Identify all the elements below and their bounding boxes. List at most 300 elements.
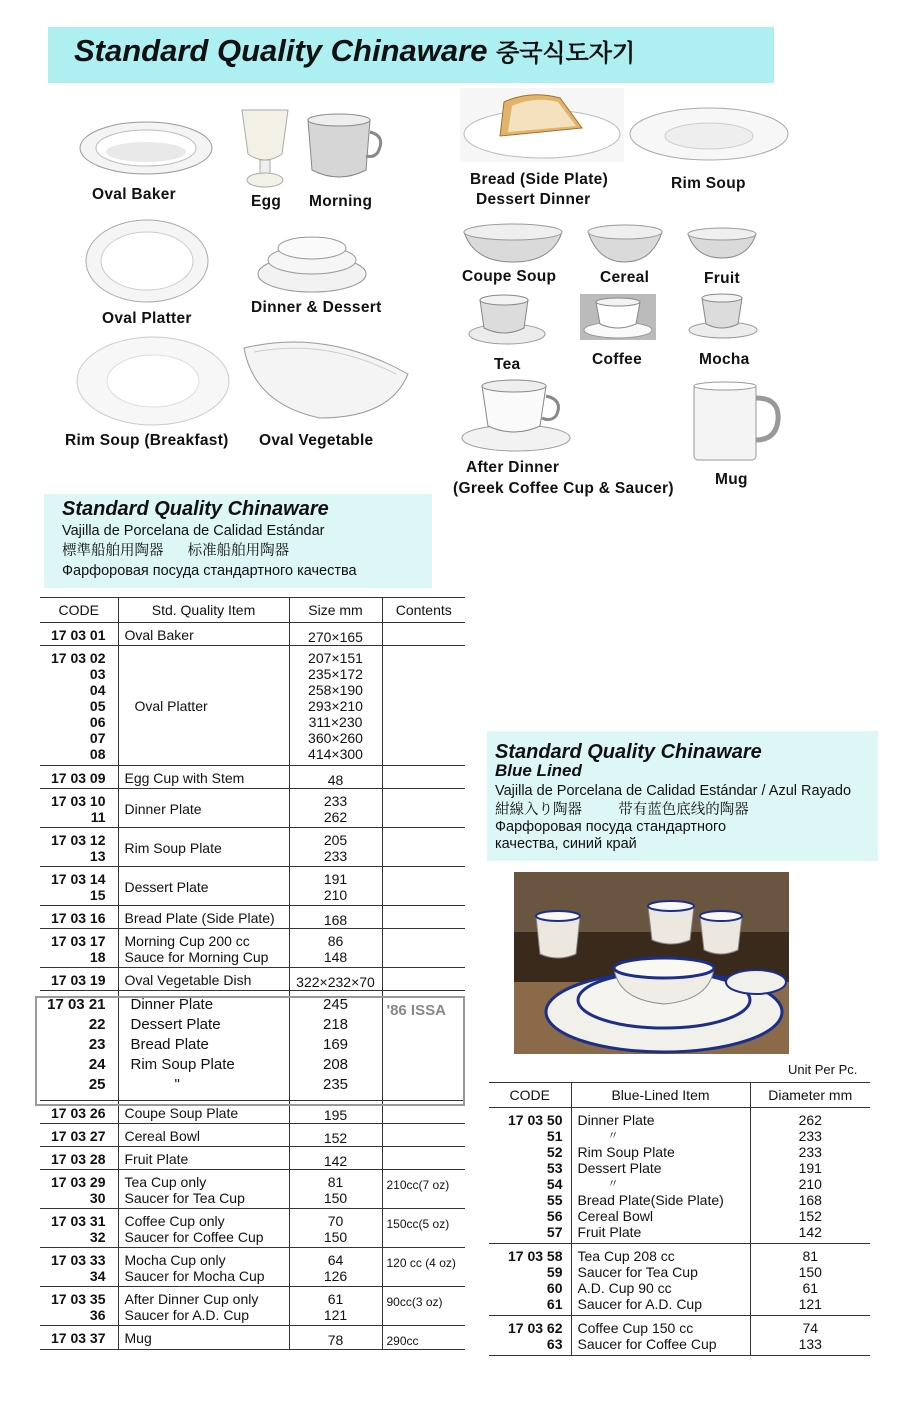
- code-value: 17 03 29: [51, 1174, 106, 1190]
- standard-quality-header: [44, 494, 432, 588]
- size-value: 64: [327, 1252, 344, 1268]
- blue-header-japanese: 紺線入り陶器: [495, 802, 582, 818]
- code-value: 17 03 10: [51, 793, 106, 809]
- item-value: Bread Plate (Side Plate): [124, 910, 275, 926]
- blue-item-value: Tea Cup 208 cc: [577, 1248, 675, 1264]
- size-cell: [289, 623, 382, 646]
- header-code: CODE: [40, 598, 118, 623]
- egg-cup-image: [236, 104, 294, 194]
- blue-code-value: 17 03 58: [508, 1248, 563, 1264]
- contents-value: 90cc(3 oz): [386, 1295, 443, 1309]
- code-value: 17 03 16: [51, 910, 106, 926]
- blue-code-cell: [489, 1316, 571, 1356]
- blue-diameter-value: 61: [802, 1280, 819, 1296]
- oval-vegetable-image: [240, 334, 412, 422]
- item-value: Dessert Plate: [130, 1016, 221, 1033]
- blue-diameter-value: 233: [798, 1144, 822, 1160]
- item-value: Sauce for Morning Cup: [124, 949, 269, 965]
- size-value: 311×230: [308, 714, 363, 730]
- item-value: Saucer for Mocha Cup: [124, 1268, 265, 1284]
- blue-item-value: A.D. Cup 90 cc: [577, 1280, 672, 1296]
- blue-code-value: 17 03 62: [508, 1320, 563, 1336]
- blue-diameter-value: 262: [798, 1112, 822, 1128]
- blue-header-item: Blue-Lined Item: [571, 1083, 750, 1108]
- standard-header-title: Standard Quality Chinaware: [62, 498, 329, 520]
- blue-code-value: 17 03 50: [508, 1112, 563, 1128]
- code-cell: [40, 789, 118, 828]
- size-cell: [289, 1170, 382, 1209]
- blue-diameter-cell: [750, 1244, 870, 1316]
- mug-caption: Mug: [715, 471, 748, 488]
- blue-item-value: Dinner Plate: [577, 1112, 655, 1128]
- size-value: 48: [327, 772, 344, 788]
- code-value: 17 03 31: [51, 1213, 106, 1229]
- code-value: 34: [89, 1268, 106, 1284]
- code-value: 18: [89, 949, 106, 965]
- code-cell: [40, 766, 118, 789]
- size-cell: [289, 828, 382, 867]
- code-value: 23: [88, 1036, 106, 1053]
- size-value: 81: [327, 1174, 344, 1190]
- blue-code-value: 60: [546, 1280, 563, 1296]
- blue-header-subtitle: Blue Lined: [495, 761, 582, 780]
- dinner-dessert-image: [256, 228, 368, 294]
- code-value: 17 03 12: [51, 832, 106, 848]
- blue-item-cell: [571, 1244, 750, 1316]
- blue-item-value: Rim Soup Plate: [577, 1144, 675, 1160]
- size-value: 152: [323, 1130, 348, 1146]
- blue-lined-photo: [514, 872, 789, 1054]
- table-row: [40, 1124, 465, 1147]
- blue-item-value: Saucer for Tea Cup: [577, 1264, 698, 1280]
- header-size: Size mm: [289, 598, 382, 623]
- standard-header-asian: [62, 541, 432, 561]
- code-cell: [40, 828, 118, 867]
- code-value: 03: [89, 666, 106, 682]
- standard-header-japanese: 標準船舶用陶器: [62, 543, 164, 559]
- size-value: 208: [322, 1056, 349, 1073]
- page-title: Standard Quality Chinaware 중국식도자기: [74, 33, 636, 68]
- table-row: [40, 867, 465, 906]
- code-value: 05: [89, 698, 106, 714]
- item-cell: [118, 623, 289, 646]
- size-value: 205: [323, 832, 348, 848]
- blue-item-value: Saucer for A.D. Cup: [577, 1296, 703, 1312]
- oval-baker-image: [78, 118, 214, 180]
- code-value: 17 03 27: [51, 1128, 106, 1144]
- code-cell: [40, 1170, 118, 1209]
- item-value: ": [174, 1076, 180, 1093]
- blue-diameter-cell: [750, 1316, 870, 1356]
- item-value: Mug: [124, 1330, 152, 1346]
- table-row: [40, 1170, 465, 1209]
- code-value: 32: [89, 1229, 106, 1245]
- contents-value: 120 cc (4 oz): [386, 1256, 456, 1270]
- item-value: Saucer for Coffee Cup: [124, 1229, 264, 1245]
- blue-table-row: [489, 1108, 870, 1244]
- size-value: 168: [323, 912, 348, 928]
- code-value: 22: [88, 1016, 106, 1033]
- unit-note: Unit Per Pc.: [788, 1062, 858, 1077]
- code-cell: [40, 867, 118, 906]
- morning-caption: Morning: [309, 193, 373, 210]
- contents-cell: [382, 1248, 465, 1287]
- code-cell: [40, 1326, 118, 1350]
- oval-baker-caption: Oval Baker: [92, 186, 176, 203]
- dessert-dinner-caption: Dessert Dinner: [476, 191, 591, 208]
- code-cell: [40, 968, 118, 991]
- size-cell: [289, 929, 382, 968]
- size-value: 235: [322, 1076, 349, 1093]
- blue-header-diameter: Diameter mm: [750, 1083, 870, 1108]
- item-cell: [118, 867, 289, 906]
- item-value: Rim Soup Plate: [124, 840, 222, 856]
- item-value: Dessert Plate: [124, 879, 209, 895]
- contents-cell: [382, 1209, 465, 1248]
- blue-diameter-cell: [750, 1108, 870, 1244]
- size-cell: [289, 646, 382, 766]
- item-cell: [118, 906, 289, 929]
- size-value: 169: [322, 1036, 349, 1053]
- table-row: [40, 929, 465, 968]
- code-value: 13: [89, 848, 106, 864]
- code-value: 17 03 14: [51, 871, 106, 887]
- table-row: [40, 646, 465, 766]
- korean-title: 중국식도자기: [496, 40, 636, 67]
- code-value: 17 03 35: [51, 1291, 106, 1307]
- size-value: 414×300: [308, 746, 363, 762]
- contents-cell: [382, 623, 465, 646]
- blue-code-cell: [489, 1244, 571, 1316]
- size-value: 78: [327, 1332, 344, 1348]
- blue-item-value: Saucer for Coffee Cup: [577, 1336, 717, 1352]
- code-cell: [40, 646, 118, 766]
- size-value: 61: [327, 1291, 344, 1307]
- item-value: Coffee Cup only: [124, 1213, 225, 1229]
- bread-plate-caption: Bread (Side Plate): [470, 171, 609, 188]
- contents-cell: [382, 867, 465, 906]
- egg-caption: Egg: [251, 193, 282, 210]
- size-cell: [289, 906, 382, 929]
- after-dinner-caption: After Dinner: [466, 459, 560, 476]
- size-value: 218: [322, 1016, 349, 1033]
- size-cell: [289, 789, 382, 828]
- size-value: 233: [323, 793, 348, 809]
- blue-diameter-value: 121: [798, 1296, 822, 1312]
- item-value: Egg Cup with Stem: [124, 770, 245, 786]
- blue-diameter-value: 133: [798, 1336, 822, 1352]
- item-value: Oval Platter: [134, 698, 208, 714]
- item-cell: [118, 1170, 289, 1209]
- code-value: 06: [89, 714, 106, 730]
- item-value: Mocha Cup only: [124, 1252, 226, 1268]
- code-cell: [40, 906, 118, 929]
- standard-header-spanish: Vajilla de Porcelana de Calidad Estándar: [62, 523, 325, 539]
- size-cell: [289, 766, 382, 789]
- code-value: 17 03 17: [51, 933, 106, 949]
- size-value: 191: [323, 871, 348, 887]
- size-cell: [289, 968, 382, 991]
- code-value: 17 03 21: [47, 996, 106, 1013]
- size-value: 150: [323, 1229, 348, 1245]
- size-value: 233: [323, 848, 348, 864]
- code-value: 17 03 01: [51, 627, 106, 643]
- standard-header-russian: Фарфоровая посуда стандартного качества: [62, 563, 357, 579]
- size-cell: [289, 1124, 382, 1147]
- item-cell: [118, 1287, 289, 1326]
- contents-cell: [382, 968, 465, 991]
- code-value: 17 03 09: [51, 770, 106, 786]
- item-value: Oval Baker: [124, 627, 194, 643]
- coffee-cup-image: [580, 294, 656, 340]
- blue-diameter-value: 191: [798, 1160, 822, 1176]
- item-cell: [118, 929, 289, 968]
- blue-item-value: Fruit Plate: [577, 1224, 642, 1240]
- title-banner: [48, 27, 774, 83]
- item-value: Oval Vegetable Dish: [124, 972, 252, 988]
- size-cell: [289, 867, 382, 906]
- item-value: After Dinner Cup only: [124, 1291, 259, 1307]
- standard-header-chinese: 标准船舶用陶器: [187, 543, 290, 559]
- size-value: 195: [323, 1107, 348, 1123]
- code-value: 17 03 37: [51, 1330, 106, 1346]
- blue-lined-table: [489, 1082, 870, 1356]
- blue-item-value: 〃: [607, 1130, 619, 1142]
- item-cell: [118, 968, 289, 991]
- item-value: Dinner Plate: [130, 996, 214, 1013]
- size-cell: [289, 1248, 382, 1287]
- blue-item-value: Dessert Plate: [577, 1160, 662, 1176]
- contents-cell: [382, 1124, 465, 1147]
- code-cell: [40, 1287, 118, 1326]
- contents-value: '86 ISSA: [386, 1002, 446, 1019]
- blue-diameter-value: 150: [798, 1264, 822, 1280]
- rim-soup-breakfast-image: [74, 334, 232, 428]
- size-value: 207×151: [308, 650, 363, 666]
- table-row: [40, 1147, 465, 1170]
- blue-item-cell: [571, 1108, 750, 1244]
- contents-cell: [382, 1326, 465, 1350]
- blue-item-cell: [571, 1316, 750, 1356]
- size-value: 245: [322, 996, 349, 1013]
- item-value: Saucer for Tea Cup: [124, 1190, 245, 1206]
- blue-code-cell: [489, 1108, 571, 1244]
- size-value: 322×232×70: [296, 974, 375, 990]
- blue-header-russian-2: качества, синий край: [495, 836, 637, 852]
- contents-cell: [382, 906, 465, 929]
- code-value: 04: [89, 682, 106, 698]
- table-row: [40, 1248, 465, 1287]
- oval-vegetable-caption: Oval Vegetable: [259, 432, 374, 449]
- blue-diameter-value: 152: [798, 1208, 822, 1224]
- blue-table-row: [489, 1316, 870, 1356]
- code-value: 17 03 28: [51, 1151, 106, 1167]
- blue-header-asian: [495, 801, 878, 819]
- mug-image: [690, 380, 782, 464]
- table-row: [40, 1326, 465, 1350]
- coupe-soup-image: [462, 222, 564, 264]
- blue-item-value: 〃: [607, 1178, 619, 1190]
- table-row: [40, 789, 465, 828]
- contents-cell: [382, 929, 465, 968]
- size-value: 126: [323, 1268, 348, 1284]
- table-row: [40, 623, 465, 646]
- size-cell: [289, 1147, 382, 1170]
- item-cell: [118, 1248, 289, 1287]
- blue-diameter-value: 81: [802, 1248, 819, 1264]
- table-row: [40, 828, 465, 867]
- header-contents: Contents: [382, 598, 465, 623]
- issa-highlight-box: [35, 996, 465, 1106]
- blue-diameter-value: 142: [798, 1224, 822, 1240]
- blue-diameter-value: 168: [798, 1192, 822, 1208]
- contents-value: 150cc(5 oz): [386, 1217, 450, 1231]
- item-value: Cereal Bowl: [124, 1128, 200, 1144]
- contents-value: 210cc(7 oz): [386, 1178, 450, 1192]
- item-value: Bread Plate: [130, 1036, 209, 1053]
- tea-caption: Tea: [494, 356, 521, 373]
- fruit-caption: Fruit: [704, 270, 740, 287]
- size-value: 121: [323, 1307, 348, 1323]
- item-value: Rim Soup Plate: [130, 1056, 235, 1073]
- code-cell: [40, 1124, 118, 1147]
- item-cell: [118, 1209, 289, 1248]
- blue-header-spanish: Vajilla de Porcelana de Calidad Estándar / Azul Rayado: [495, 783, 852, 799]
- item-cell: [118, 1147, 289, 1170]
- blue-lined-header: [487, 731, 878, 861]
- contents-cell: [382, 828, 465, 867]
- item-value: Morning Cup 200 cc: [124, 933, 250, 949]
- blue-diameter-value: 210: [798, 1176, 822, 1192]
- blue-code-value: 63: [546, 1336, 563, 1352]
- code-value: 36: [89, 1307, 106, 1323]
- dinner-dessert-caption: Dinner & Dessert: [251, 299, 382, 316]
- mocha-caption: Mocha: [699, 351, 750, 368]
- mocha-cup-image: [686, 292, 760, 340]
- table-row: [40, 968, 465, 991]
- code-value: 24: [88, 1056, 106, 1073]
- blue-code-value: 53: [546, 1160, 563, 1176]
- item-value: Coupe Soup Plate: [124, 1105, 239, 1121]
- blue-code-value: 55: [546, 1192, 563, 1208]
- size-value: 148: [323, 949, 348, 965]
- standard-quality-table: [40, 597, 465, 1350]
- coffee-caption: Coffee: [592, 351, 643, 368]
- code-value: 15: [89, 887, 106, 903]
- blue-code-value: 56: [546, 1208, 563, 1224]
- size-value: 86: [327, 933, 344, 949]
- code-value: 07: [89, 730, 106, 746]
- blue-header-chinese: 带有蓝色底线的陶器: [618, 802, 749, 818]
- code-value: 17 03 26: [51, 1105, 106, 1121]
- oval-platter-caption: Oval Platter: [102, 310, 192, 327]
- blue-table-row: [489, 1244, 870, 1316]
- size-cell: [289, 1209, 382, 1248]
- blue-header-title: Standard Quality Chinaware: [495, 741, 762, 763]
- size-cell: [289, 1326, 382, 1350]
- blue-diameter-value: 233: [798, 1128, 822, 1144]
- rim-soup-image: [628, 106, 790, 164]
- table-row: [40, 1209, 465, 1248]
- blue-code-value: 54: [546, 1176, 563, 1192]
- size-value: 142: [323, 1153, 348, 1169]
- blue-header-code: CODE: [489, 1083, 571, 1108]
- item-value: Saucer for A.D. Cup: [124, 1307, 250, 1323]
- contents-cell: [382, 646, 465, 766]
- oval-platter-image: [84, 218, 210, 304]
- size-value: 258×190: [308, 682, 363, 698]
- item-cell: [118, 828, 289, 867]
- contents-cell: [382, 1287, 465, 1326]
- contents-cell: [382, 766, 465, 789]
- rim-soup-breakfast-caption: Rim Soup (Breakfast): [65, 432, 229, 449]
- tea-cup-image: [466, 292, 548, 346]
- code-value: 17 03 02: [51, 650, 106, 666]
- item-value: Fruit Plate: [124, 1151, 189, 1167]
- bread-plate-image: [460, 88, 624, 162]
- size-value: 360×260: [308, 730, 363, 746]
- size-value: 293×210: [308, 698, 363, 714]
- code-value: 25: [88, 1076, 106, 1093]
- after-dinner-cup-image: [460, 378, 572, 454]
- code-value: 08: [89, 746, 106, 762]
- code-cell: [40, 623, 118, 646]
- item-value: Tea Cup only: [124, 1174, 207, 1190]
- code-cell: [40, 1209, 118, 1248]
- blue-diameter-value: 74: [802, 1320, 819, 1336]
- code-cell: [40, 929, 118, 968]
- blue-header-russian-1: Фарфоровая посуда стандартного: [495, 819, 727, 835]
- item-cell: [118, 1124, 289, 1147]
- contents-cell: [382, 1170, 465, 1209]
- table-row: [40, 1287, 465, 1326]
- header-item: Std. Quality Item: [118, 598, 289, 623]
- contents-value: 290cc: [386, 1334, 419, 1348]
- blue-code-value: 61: [546, 1296, 563, 1312]
- blue-code-value: 52: [546, 1144, 563, 1160]
- blue-code-value: 51: [546, 1128, 563, 1144]
- size-value: 235×172: [308, 666, 363, 682]
- table-row: [40, 906, 465, 929]
- code-value: 17 03 33: [51, 1252, 106, 1268]
- coupe-soup-caption: Coupe Soup: [462, 268, 557, 285]
- size-value: 70: [327, 1213, 344, 1229]
- item-cell: [118, 1326, 289, 1350]
- blue-code-value: 57: [546, 1224, 563, 1240]
- cereal-caption: Cereal: [600, 269, 650, 286]
- greek-coffee-caption: (Greek Coffee Cup & Saucer): [453, 480, 674, 497]
- fruit-plate-image: [686, 224, 758, 260]
- size-value: 210: [323, 887, 348, 903]
- table-header-row: [40, 598, 465, 623]
- blue-code-value: 59: [546, 1264, 563, 1280]
- blue-item-value: Coffee Cup 150 cc: [577, 1320, 694, 1336]
- item-cell: [118, 766, 289, 789]
- code-value: 17 03 19: [51, 972, 106, 988]
- size-value: 262: [323, 809, 348, 825]
- table-row: [40, 766, 465, 789]
- item-value: Dinner Plate: [124, 801, 202, 817]
- size-value: 150: [323, 1190, 348, 1206]
- blue-table-header-row: [489, 1083, 870, 1108]
- size-value: 270×165: [308, 629, 363, 645]
- code-value: 11: [90, 809, 106, 825]
- rim-soup-caption: Rim Soup: [671, 175, 746, 192]
- blue-item-value: Bread Plate(Side Plate): [577, 1192, 724, 1208]
- code-value: 30: [89, 1190, 106, 1206]
- contents-cell: [382, 789, 465, 828]
- item-cell: [118, 789, 289, 828]
